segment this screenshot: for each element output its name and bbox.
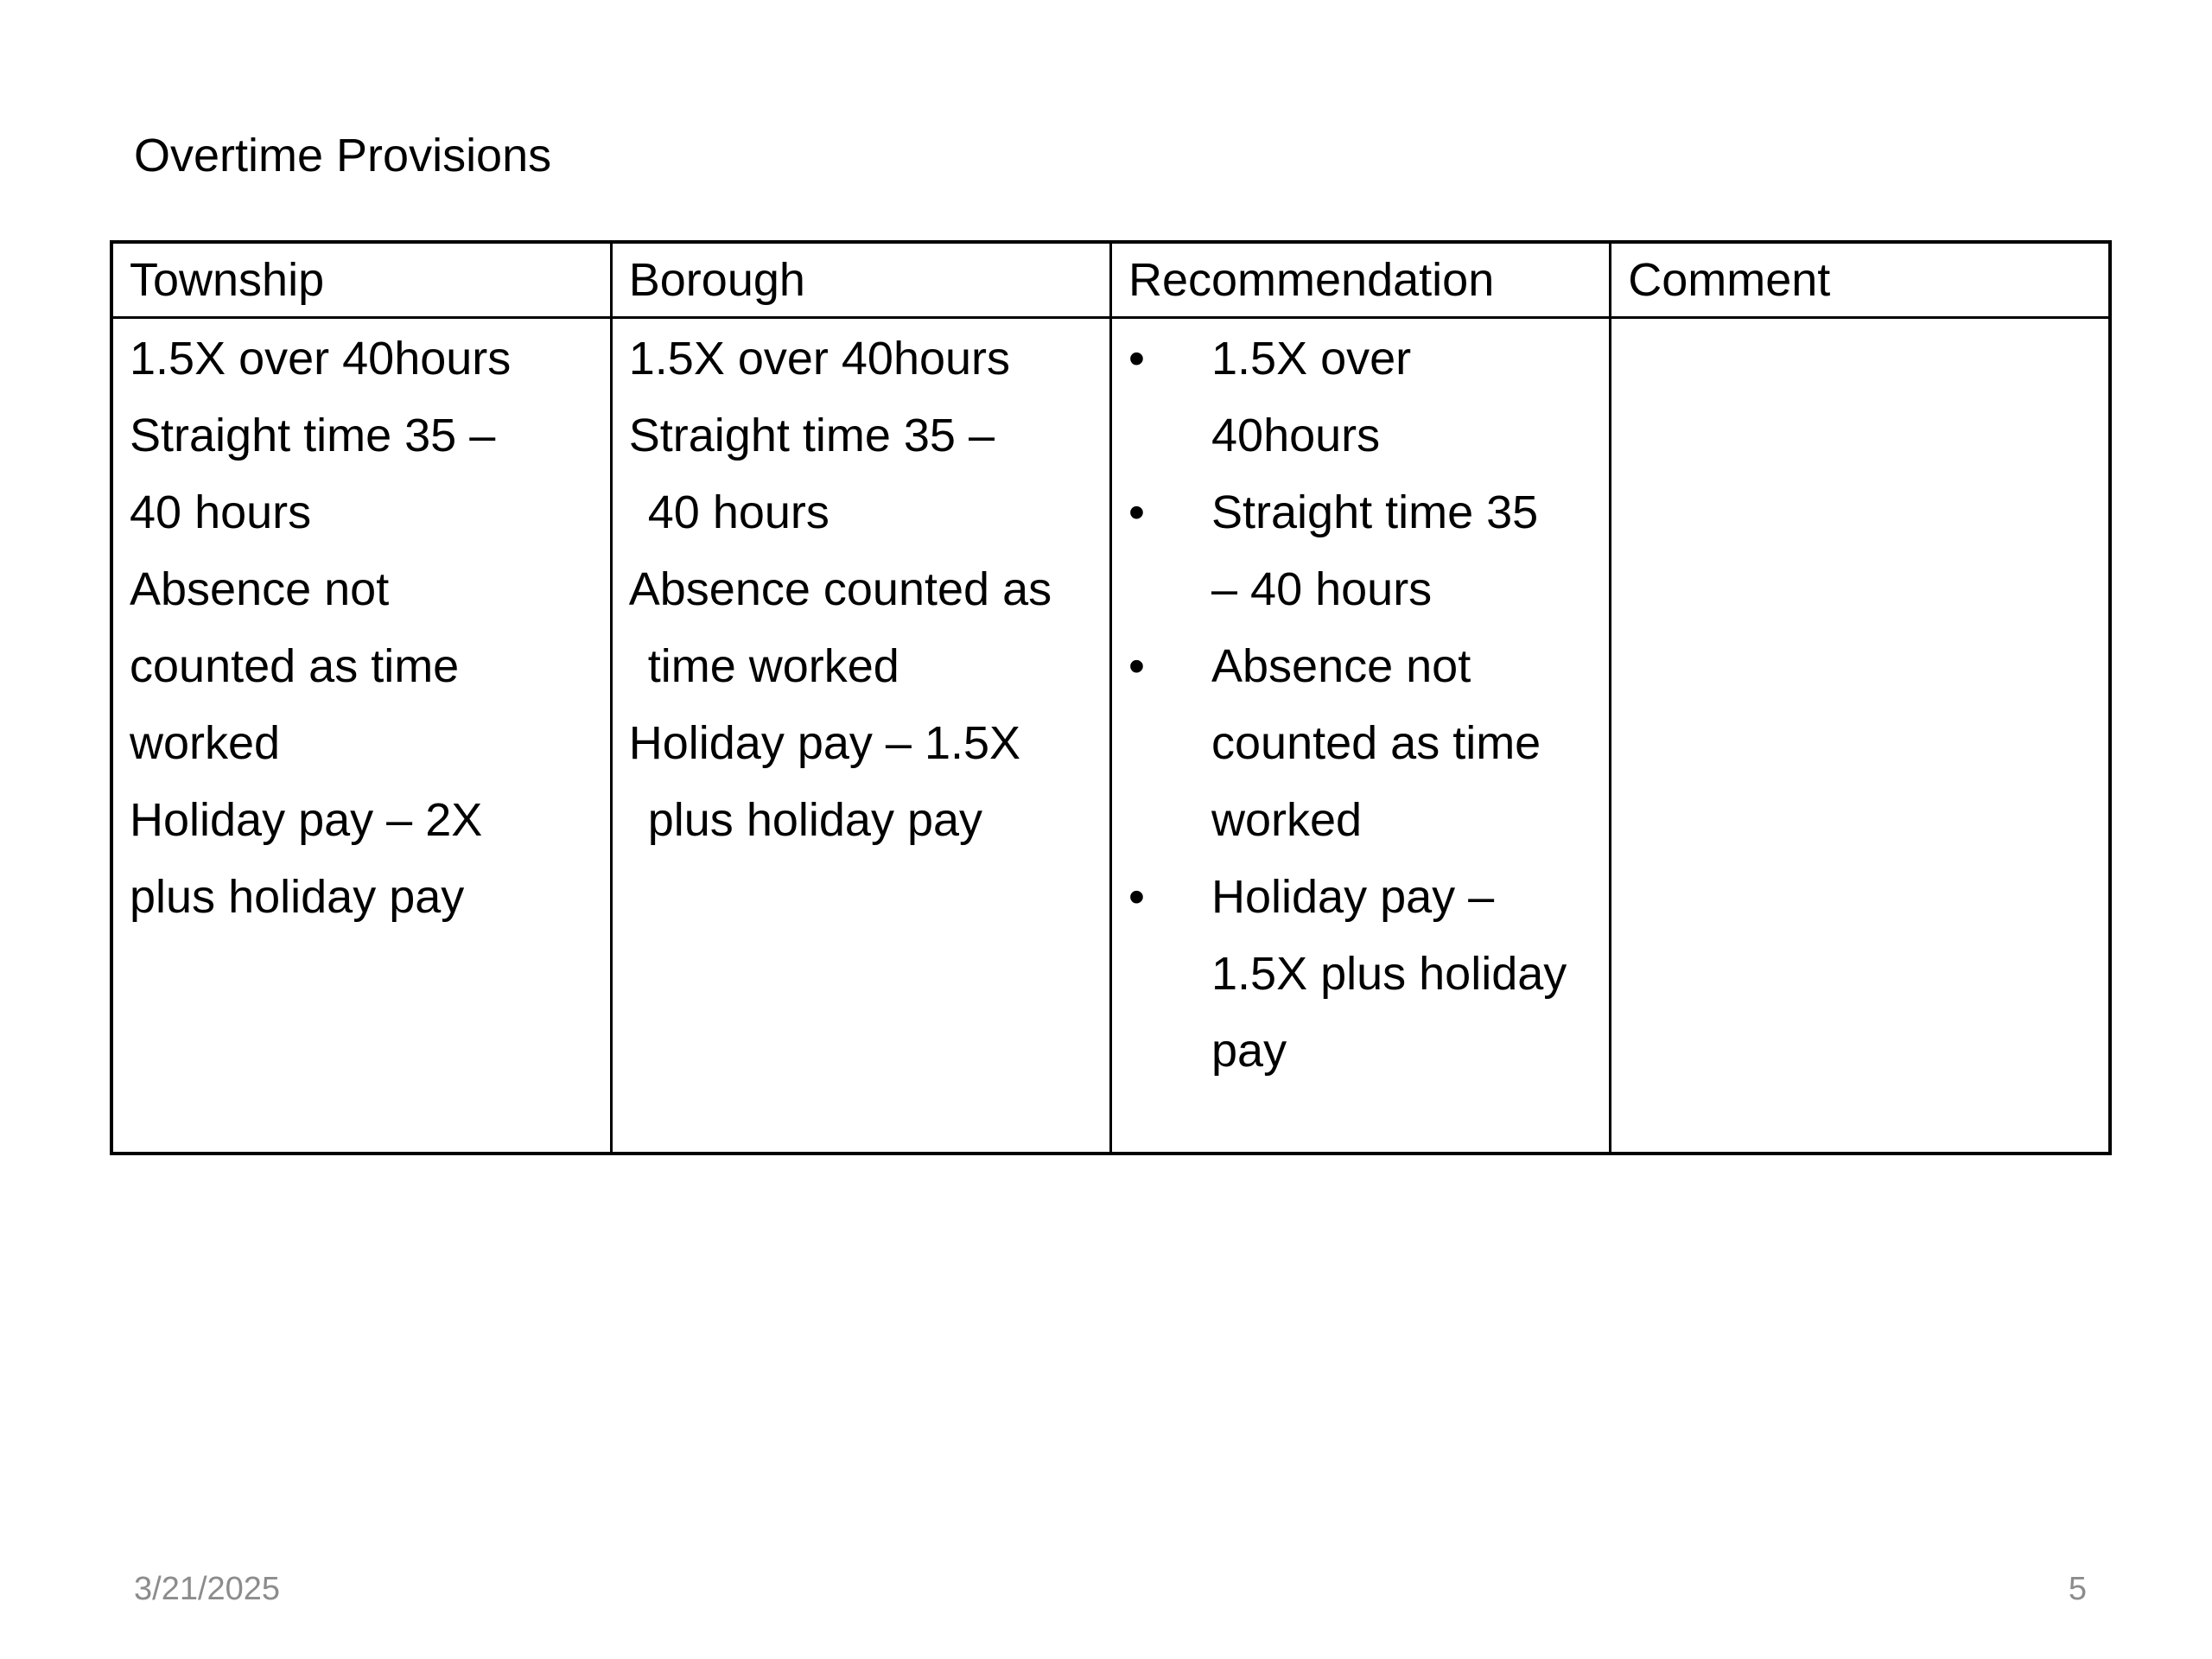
township-line: counted as time xyxy=(130,640,460,692)
list-item xyxy=(1128,859,1593,1090)
overtime-provisions-table xyxy=(110,240,2112,1155)
recommendation-line: – 40 hours xyxy=(1211,563,1433,615)
recommendation-line: 1.5X plus holiday xyxy=(1211,948,1567,1000)
recommendation-list xyxy=(1128,321,1593,1090)
comment-cell xyxy=(1611,318,2110,1154)
recommendation-line: worked xyxy=(1211,794,1363,846)
bullet-icon: • xyxy=(1128,333,1145,385)
recommendation-line: Holiday pay – xyxy=(1211,871,1495,923)
table-row xyxy=(111,318,2110,1154)
recommendation-line: pay xyxy=(1211,1025,1287,1077)
borough-line: Holiday pay – 1.5X xyxy=(628,717,1021,769)
list-item xyxy=(1128,628,1593,859)
recommendation-line: Straight time 35 xyxy=(1211,486,1539,538)
bullet-icon: • xyxy=(1128,640,1145,692)
township-line: 40 hours xyxy=(130,486,312,538)
footer-date: 3/21/2025 xyxy=(134,1571,281,1607)
recommendation-line: 1.5X over xyxy=(1211,333,1412,385)
borough-line: plus holiday pay xyxy=(647,794,983,846)
recommendation-line: Absence not xyxy=(1211,640,1471,692)
borough-line: time worked xyxy=(647,640,899,692)
borough-line: 1.5X over 40hours xyxy=(628,333,1011,385)
page-number: 5 xyxy=(2068,1571,2087,1607)
list-item xyxy=(1128,321,1593,474)
bullet-icon: • xyxy=(1128,486,1145,538)
township-line: Holiday pay – 2X xyxy=(130,794,483,846)
township-line: worked xyxy=(130,717,281,769)
header-recommendation: Recommendation xyxy=(1111,242,1611,318)
borough-line: Absence counted as xyxy=(628,563,1052,615)
township-line: 1.5X over 40hours xyxy=(130,333,512,385)
township-line: Straight time 35 – xyxy=(130,410,496,461)
township-cell xyxy=(111,318,611,1154)
borough-line: 40 hours xyxy=(647,486,830,538)
recommendation-line: counted as time xyxy=(1211,717,1541,769)
township-line: Absence not xyxy=(130,563,390,615)
recommendation-cell xyxy=(1111,318,1611,1154)
slide-title: Overtime Provisions xyxy=(134,130,552,181)
header-comment: Comment xyxy=(1611,242,2110,318)
borough-cell xyxy=(611,318,1110,1154)
list-item xyxy=(1128,474,1593,628)
header-borough: Borough xyxy=(611,242,1110,318)
table-header-row xyxy=(111,242,2110,318)
recommendation-line: 40hours xyxy=(1211,410,1381,461)
bullet-icon: • xyxy=(1128,871,1145,923)
township-line: plus holiday pay xyxy=(130,871,465,923)
header-township: Township xyxy=(111,242,611,318)
borough-line: Straight time 35 – xyxy=(628,410,995,461)
